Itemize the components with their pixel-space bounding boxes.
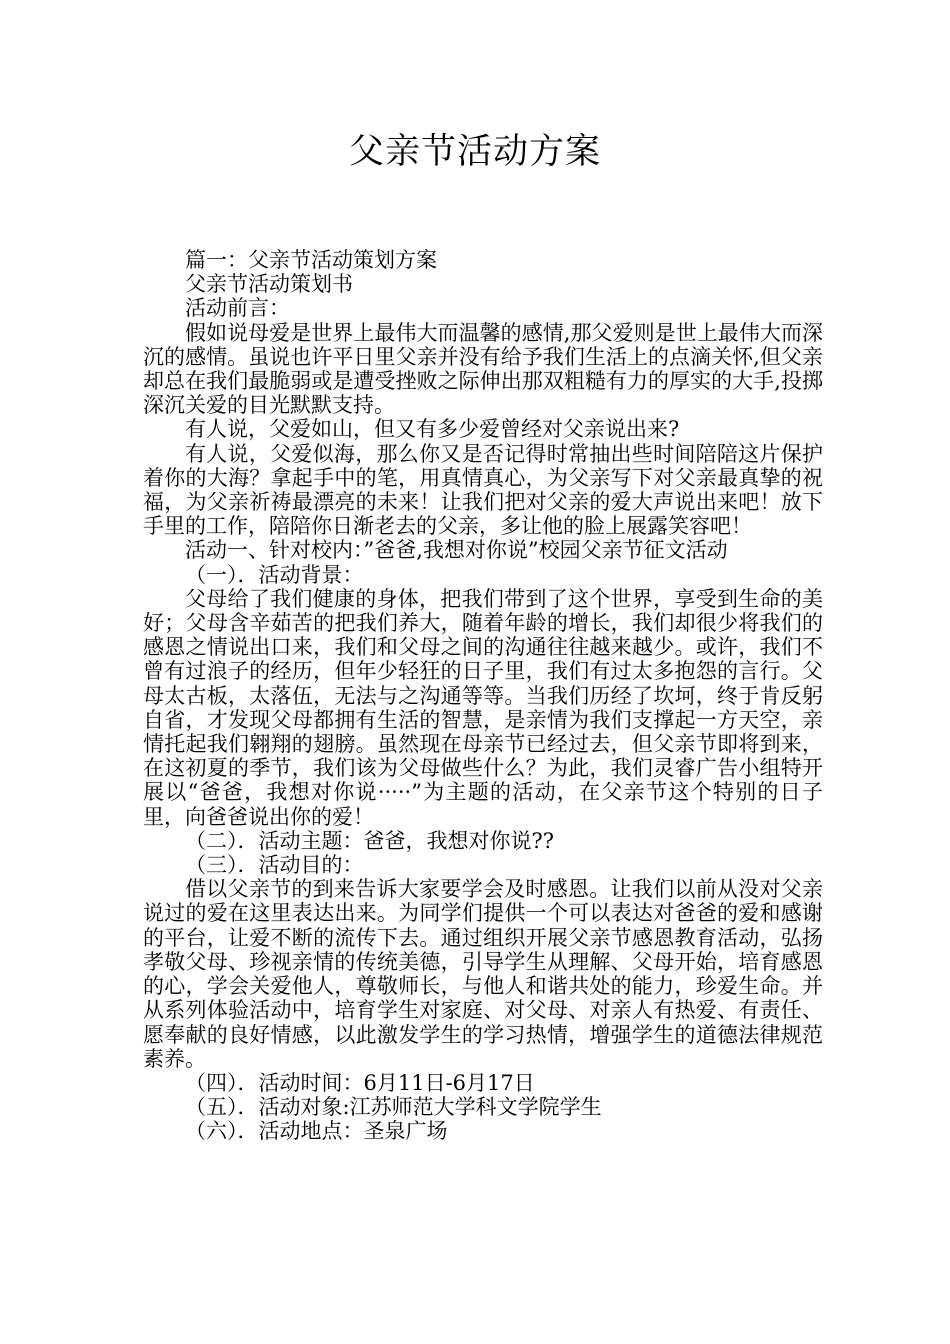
item-heading: （六）．活动地点：圣泉广场 bbox=[185, 1119, 448, 1144]
item-heading: （四）．活动时间：6月11日-6月17日 bbox=[185, 1070, 535, 1095]
paragraph: 父母给了我们健康的身体，把我们带到了这个世界，享受到生命的美好；父母含辛茹苦的把我们养大，随着年龄的增长，我们却很少将我们的感恩之情说出口来，我们和父母之间的沟通往往越来越少。或许，我们不曾有过浪子的经历，但年少轻狂的日子里，我们有过太多抱怨的言行。父母太古板，太落伍，无法与之沟通等等。当我们历经了坎坷，终于肯反躬自省，才发现父母都拥有生活的智慧，是亲情为我们支撑起一方天空，亲情托起我们翱翔的翅膀。虽然现在母亲节已经过去，但父亲节即将到来，在这初夏的季节，我们该为父母做些什么？为此，我们灵睿广告小组特开展以“爸爸，我想对你说·····”为主题的活动，在父亲节这个特别的日子里，向爸爸说出你的爱！ bbox=[143, 586, 823, 829]
paragraph: 有人说，父爱如山，但又有多少爱曾经对父亲说出来? bbox=[185, 417, 680, 442]
item-heading: （三）．活动目的： bbox=[185, 853, 364, 878]
document-title: 父亲节活动方案 bbox=[348, 132, 601, 172]
document-body bbox=[143, 248, 823, 1144]
subheading: 父亲节活动策划书 bbox=[185, 272, 353, 297]
activity-heading: 活动一、针对校内：”爸爸,我想对你说”校园父亲节征文活动 bbox=[185, 538, 728, 563]
item-heading: （五）．活动对象:江苏师范大学科文学院学生 bbox=[185, 1095, 602, 1120]
item-heading: （二）．活动主题：爸爸，我想对你说?? bbox=[185, 828, 555, 853]
paragraph: 假如说母爱是世界上最伟大而温馨的感情,那父爱则是世上最伟大而深沉的感情。虽说也许平日里父亲并没有给予我们生活上的点滴关怀,但父亲却总在我们最脆弱或是遭受挫败之际伸出那双粗糙有力的厚实的大手,投掷深沉关爱的目光默默支持。 bbox=[143, 320, 823, 418]
item-heading: （一）．活动背景： bbox=[185, 562, 364, 587]
preface-label: 活动前言： bbox=[185, 296, 290, 321]
section-heading: 篇一：父亲节活动策划方案 bbox=[185, 248, 437, 272]
paragraph: 有人说，父爱似海，那么你又是否记得时常抽出些时间陪陪这片保护着你的大海？拿起手中的笔，用真情真心，为父亲写下对父亲最真挚的祝福，为父亲祈祷最漂亮的未来！让我们把对父亲的爱大声说出来吧！放下手里的工作，陪陪你日渐老去的父亲，多让他的脸上展露笑容吧！ bbox=[143, 441, 823, 539]
paragraph: 借以父亲节的到来告诉大家要学会及时感恩。让我们以前从没对父亲说过的爱在这里表达出来。为同学们提供一个可以表达对爸爸的爱和感谢的平台，让爱不断的流传下去。通过组织开展父亲节感恩教育活动，弘扬孝敬父母、珍视亲情的传统美德，引导学生从理解、父母开始，培育感恩的心，学会关爱他人，尊敬师长，与他人和谐共处的能力，珍爱生命。并从系列体验活动中，培育学生对家庭、对父母、对亲人有热爱、有责任、愿奉献的良好情感，以此激发学生的学习热情，增强学生的道德法律规范素养。 bbox=[143, 877, 823, 1071]
